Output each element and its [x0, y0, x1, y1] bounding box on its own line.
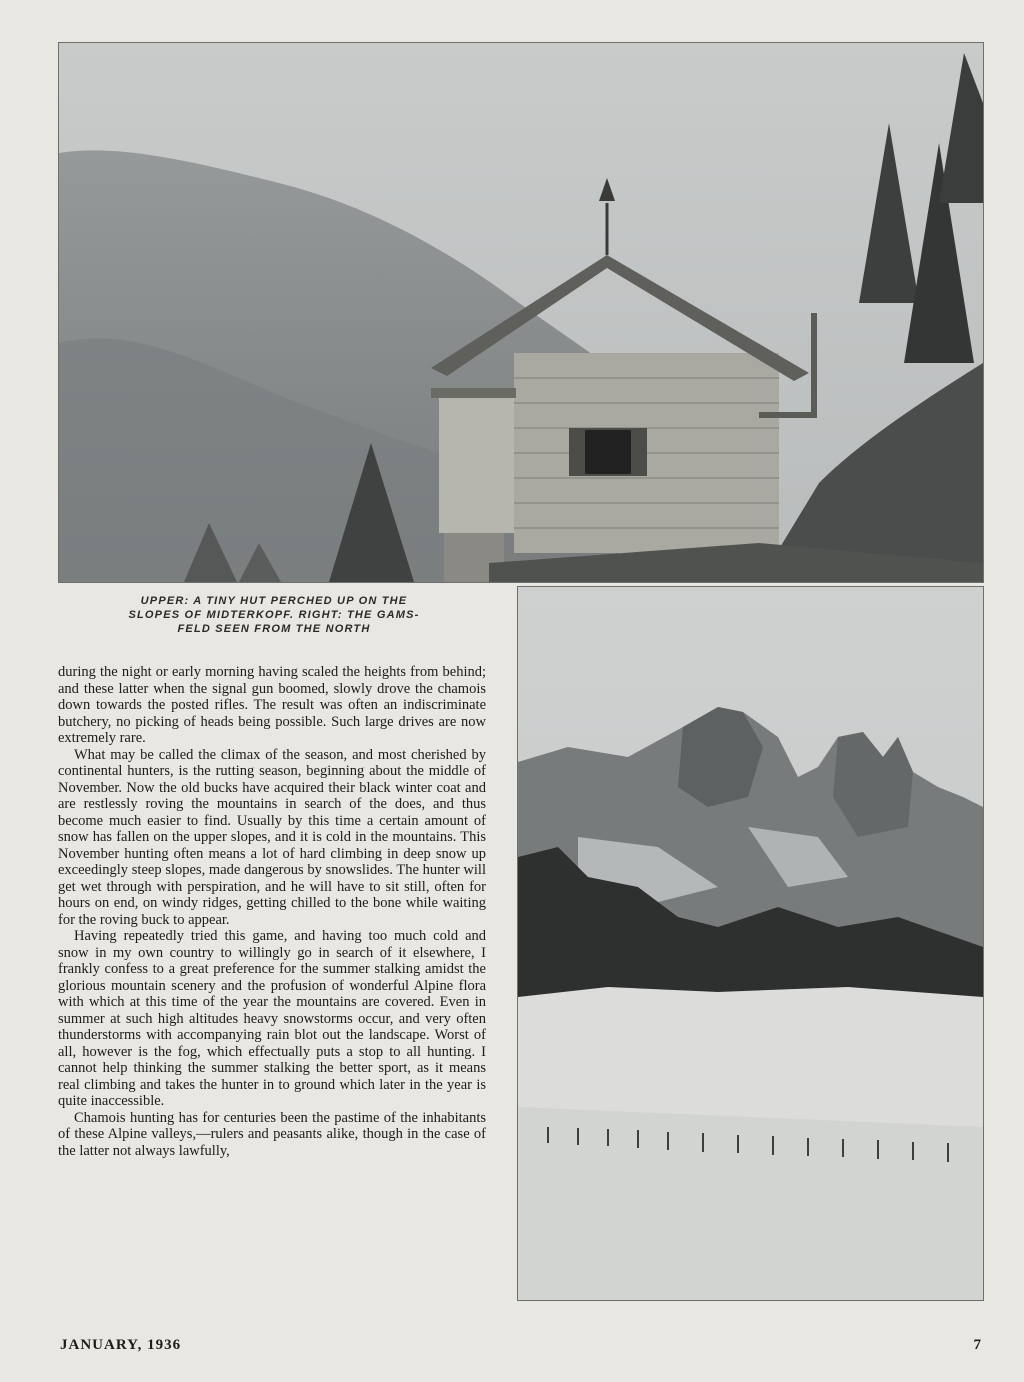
hut-photo-illustration — [59, 43, 983, 582]
photo-hut-midterkopf — [58, 42, 984, 583]
article-body — [58, 664, 486, 1159]
caption-line-1: UPPER: A TINY HUT PERCHED UP ON THE — [140, 595, 408, 607]
page-number: 7 — [973, 1337, 982, 1353]
paragraph-1: during the night or early morning having scaled the heights from behind; and these latter when the signal gun boomed, slowly drove the chamois down towards the posted rifles. The result was often an indiscriminate butchery, no picking of heads being possible. Such large drives are now extremely rare. — [58, 664, 486, 746]
paragraph-3: Having repeatedly tried this game, and having too much cold and snow in my own country to willingly go in search of it elsewhere, I frankly confess to a great preference for the summer stalking amidst the glorious mountain scenery and the profusion of wonderful Alpine flora with which at this time of the year the mountains are covered. Even in summer at such high altitudes heavy snowstorms occur, and very often thunderstorms with accompanying rain blot out the landscape. Worst of all, however is the fog, which effectually puts a stop to all hunting. I cannot help thinking the summer stalking the better sport, as it means real climbing and takes the hunter in to ground which later in the year is quite inaccessible. — [58, 928, 486, 1109]
issue-date: JANUARY, 1936 — [60, 1337, 182, 1353]
photo-caption — [84, 594, 464, 636]
photo-gamsfeld-north — [517, 586, 984, 1301]
caption-line-3: FELD SEEN FROM THE NORTH — [177, 623, 371, 635]
caption-line-2: SLOPES OF MIDTERKOPF. RIGHT: THE GAMS- — [128, 609, 420, 621]
gamsfeld-photo-illustration — [518, 587, 983, 1300]
paragraph-2: What may be called the climax of the season, and most cherished by continental hunters, is the rutting season, beginning about the middle of November. Now the old bucks have acquired their black winter coat and are restlessly roving the mountains in search of the does, and thus become much easier to find. Usually by this time a certain amount of snow has fallen on the upper slopes, and it is cold in the mountains. This November hunting often means a lot of hard climbing in deep snow up exceedingly steep slopes, made dangerous by snowslides. The hunter will get wet through with perspiration, and he will have to sit still, often for hours on end, on windy ridges, getting chilled to the bone while waiting for the roving buck to appear. — [58, 746, 486, 928]
page-footer — [60, 1337, 982, 1357]
paragraph-4: Chamois hunting has for centuries been the pastime of the inhabitants of these Alpine valleys,—rulers and peasants alike, though in the case of the latter not always lawfully, — [58, 1109, 486, 1159]
